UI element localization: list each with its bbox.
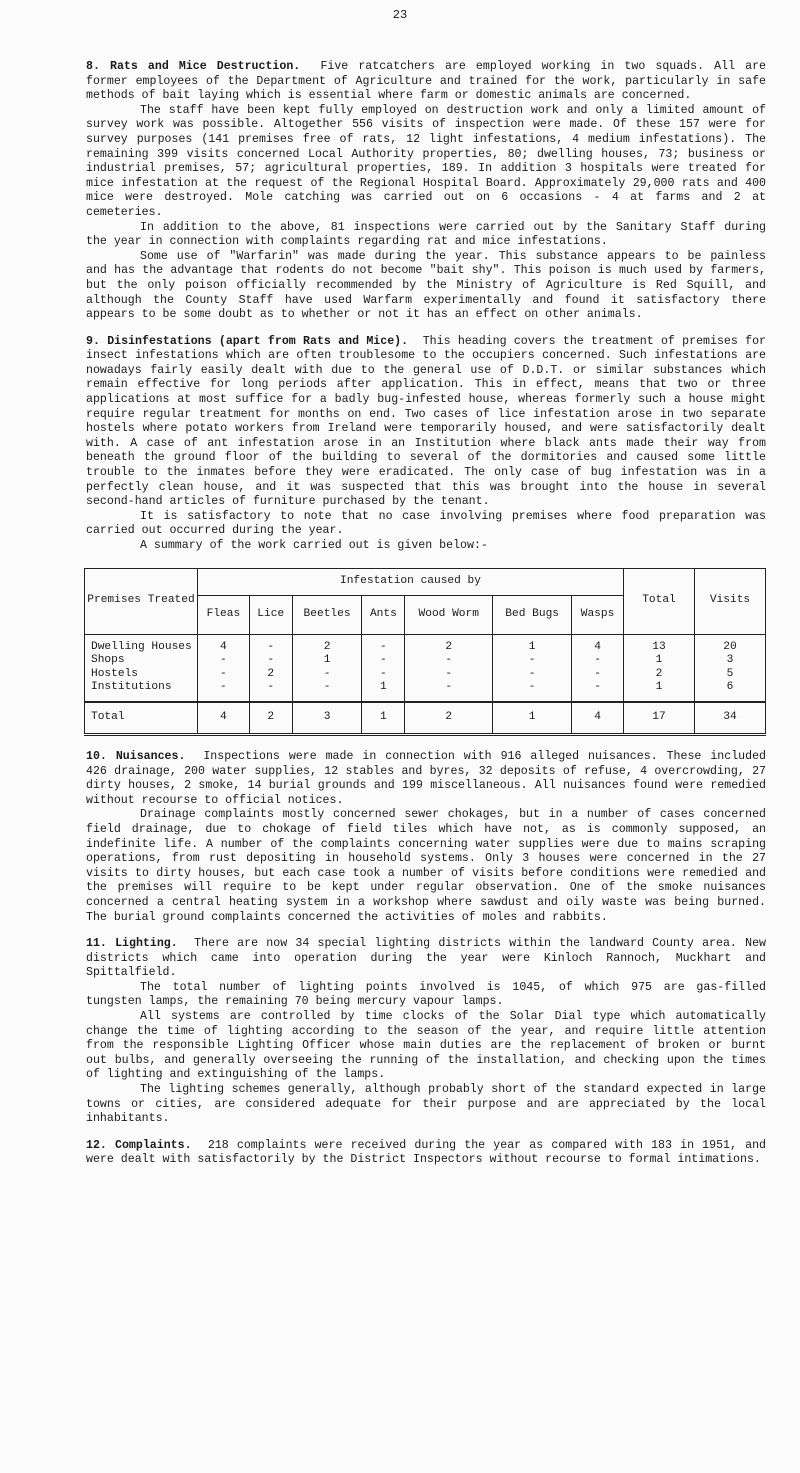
table-cell: - — [493, 681, 572, 702]
table-cell: - — [198, 681, 250, 702]
column-header: Ants — [362, 595, 405, 634]
row-label: Dwelling Houses — [85, 634, 198, 654]
table-cell: - — [292, 681, 362, 702]
paragraph: The lighting schemes generally, although probably short of the standard expected in large towns or cities, are considered adequate for their purpose and are appreciated by the local inhabitants. — [86, 1083, 766, 1126]
paragraph: Drainage complaints mostly concerned sewer chokages, but in a number of cases concerned field drainage, due to chokage of field tiles which have not, as is commonly supposed, an indefinite life. A number of the complaints concerning water supplies were due to mains scraping operations, from rust depositing in household systems. Only 3 houses were concerned in the 27 visits to dirty houses, but each case took a number of visits before conditions were remedied and the premises will require to be kept under regular observation. One of the smoke nuisances concerned a central heating system in a workshop where sawdust and oily waste was being burned. The burial ground complaints concerned the activities of moles and rabbits. — [86, 808, 766, 924]
section-disinfestations — [86, 335, 766, 554]
table-cell: 1 — [493, 634, 572, 654]
table-cell: - — [405, 668, 493, 682]
row-label: Institutions — [85, 681, 198, 702]
section-heading: 11. Lighting. — [86, 937, 178, 951]
table-cell: 1 — [624, 654, 695, 668]
column-header: Fleas — [198, 595, 250, 634]
section-lighting — [86, 937, 766, 1127]
table-cell: - — [292, 668, 362, 682]
table-cell: - — [198, 668, 250, 682]
paragraph — [86, 1139, 766, 1168]
table-cell: - — [249, 634, 292, 654]
table-row — [85, 634, 766, 654]
table-cell: - — [493, 668, 572, 682]
premises-header: Premises Treated — [85, 568, 198, 634]
paragraph-text: Five ratcatchers are employed working in two squads. All are former employees of the Department of Agriculture and trained for the work, particularly in safe methods of bait laying which is essential where farm or domestic animals are concerned. — [86, 60, 766, 103]
paragraph-text: There are now 34 special lighting districts within the landward County area. New districts which came into operation during the year were Kinloch Rannoch, Muckhart and Spittalfield. — [86, 937, 766, 980]
section-heading: 10. Nuisances. — [86, 749, 186, 763]
visits-header: Visits — [695, 568, 766, 634]
table-cell: - — [249, 654, 292, 668]
section-heading: 12. Complaints. — [86, 1138, 192, 1152]
table-cell: 17 — [624, 702, 695, 735]
table-cell: - — [362, 654, 405, 668]
row-label: Hostels — [85, 668, 198, 682]
table-cell: - — [362, 634, 405, 654]
paragraph — [86, 335, 766, 510]
page-number: 23 — [392, 8, 408, 22]
table-total-row — [85, 702, 766, 735]
table-cell: 34 — [695, 702, 766, 735]
table-row — [85, 668, 766, 682]
paragraph: Some use of "Warfarin" was made during the year. This substance appears to be painless and has the advantage that rodents do not become "bait shy". This poison is much used by farmers, but the only poison officially recommended by the Ministry of Agriculture is Red Squill, and although the County Staff have used Warfarm experimentally and found it satisfactory there appears to be some doubt as to whether or not it has an effect on other animals. — [86, 249, 766, 322]
paragraph-text: 218 complaints were received during the year as compared with 183 in 1951, and were dealt with satisfactorily by the District Inspectors without recourse to formal intimations. — [86, 1138, 766, 1167]
table-cell: 2 — [249, 668, 292, 682]
infestation-header: Infestation caused by — [198, 568, 624, 595]
table-cell: 2 — [249, 702, 292, 735]
table-cell: 2 — [405, 702, 493, 735]
table-cell: - — [405, 681, 493, 702]
table-cell: - — [572, 668, 624, 682]
table-cell: 4 — [198, 702, 250, 735]
paragraph — [86, 750, 766, 808]
table-cell: 3 — [695, 654, 766, 668]
section-complaints — [86, 1139, 766, 1168]
paragraph: All systems are controlled by time clocks of the Solar Dial type which automatically change the time of lighting according to the season of the year, and require little attention from the responsible Lighting Officer whose main duties are the replacement of broken or burnt out bulbs, and generally overseeing the running of the installation, and checking upon the times of lighting and extinguishing of the lamps. — [86, 1010, 766, 1082]
table-cell: 1 — [624, 681, 695, 702]
column-header: Beetles — [292, 595, 362, 634]
table-cell: 4 — [572, 634, 624, 654]
table-cell: - — [362, 668, 405, 682]
table-row — [85, 681, 766, 702]
table-cell: 20 — [695, 634, 766, 654]
table-cell: 3 — [292, 702, 362, 735]
paragraph: A summary of the work carried out is given below:- — [140, 539, 488, 552]
row-label: Total — [85, 702, 198, 735]
table-cell: 4 — [572, 702, 624, 735]
document-body — [86, 60, 766, 1180]
table-cell: - — [493, 654, 572, 668]
table-cell: - — [572, 654, 624, 668]
table-cell: - — [572, 681, 624, 702]
column-header: Wasps — [572, 595, 624, 634]
column-header: Lice — [249, 595, 292, 634]
table-row — [85, 654, 766, 668]
paragraph: In addition to the above, 81 inspections were carried out by the Sanitary Staff during the year in connection with complaints regarding rat and mice infestations. — [86, 220, 766, 249]
paragraph — [86, 937, 766, 981]
table-cell: 1 — [362, 681, 405, 702]
paragraph-text: This heading covers the treatment of premises for insect infestations which are often troublesome to the occupiers concerned. Such infestations are nowadays fairly easily dealt with due to the general use of D.D.T. or similar substances which remain effective for long periods after application. This in effect, means that two or three applications at most suffice for a badly bug-infested house, whereas formerly such a house might require regular treatment for months on end. Two cases of lice infestation arose in two separate hostels where potato workers from Ireland were temporarily housed, and were satisfactorily dealt with. A case of ant infestation arose in an Institution where black ants made their way from beneath the ground floor of the building to several of the dormitories and caused some little trouble to the inmates before they were eradicated. The only case of bug infestation was in a perfectly clean house, and it was suspected that this was brought into the house in several second-hand articles of furniture purchased by the tenant. — [86, 334, 766, 509]
table-cell: 1 — [292, 654, 362, 668]
table-cell: 2 — [624, 668, 695, 682]
section-nuisances — [86, 750, 766, 925]
disinfestation-summary-table — [84, 568, 766, 736]
column-header: Bed Bugs — [493, 595, 572, 634]
paragraph: It is satisfactory to note that no case involving premises where food preparation was carried out occurred during the year. — [86, 509, 766, 538]
table-cell: 1 — [362, 702, 405, 735]
paragraph: The staff have been kept fully employed on destruction work and only a limited amount of survey work was possible. Altogether 556 visits of inspection were made. Of these 157 were for survey purposes (141 premises free of rats, 12 light infestations, 4 medium infestations). The remaining 399 visits concerned Local Authority properties, 80; dwelling houses, 73; business or industrial premises, 57; agricultural properties, 189. In addition 3 hospitals were treated for mice infestation at the request of the Regional Hospital Board. Approximately 29,000 rats and 400 mice were destroyed. Mole catching was carried out on 6 occasions - 4 at farms and 2 at cemeteries. — [86, 103, 766, 219]
paragraph — [86, 60, 766, 104]
row-label: Shops — [85, 654, 198, 668]
table-cell: - — [198, 654, 250, 668]
table-cell: 1 — [493, 702, 572, 735]
table-cell: 4 — [198, 634, 250, 654]
column-header: Wood Worm — [405, 595, 493, 634]
paragraph-text: Inspections were made in connection with 916 alleged nuisances. These included 426 drainage, 200 water supplies, 12 stables and byres, 32 deposits of refuse, 4 overcrowding, 27 dirty houses, 2 smoke, 14 burial grounds and 199 miscellaneous. All nuisances found were remedied without recourse to official notices. — [86, 749, 766, 807]
table-cell: - — [249, 681, 292, 702]
table-cell: 13 — [624, 634, 695, 654]
paragraph: The total number of lighting points involved is 1045, of which 975 are gas-filled tungsten lamps, the remaining 70 being mercury vapour lamps. — [86, 980, 766, 1009]
table-cell: 5 — [695, 668, 766, 682]
section-heading: 9. Disinfestations (apart from Rats and Mice). — [86, 334, 409, 348]
table-cell: 2 — [405, 634, 493, 654]
table-cell: 6 — [695, 681, 766, 702]
table-cell: 2 — [292, 634, 362, 654]
section-heading: 8. Rats and Mice Destruction. — [86, 60, 301, 73]
total-header: Total — [624, 568, 695, 634]
table-cell: - — [405, 654, 493, 668]
section-rats-and-mice — [86, 60, 766, 323]
